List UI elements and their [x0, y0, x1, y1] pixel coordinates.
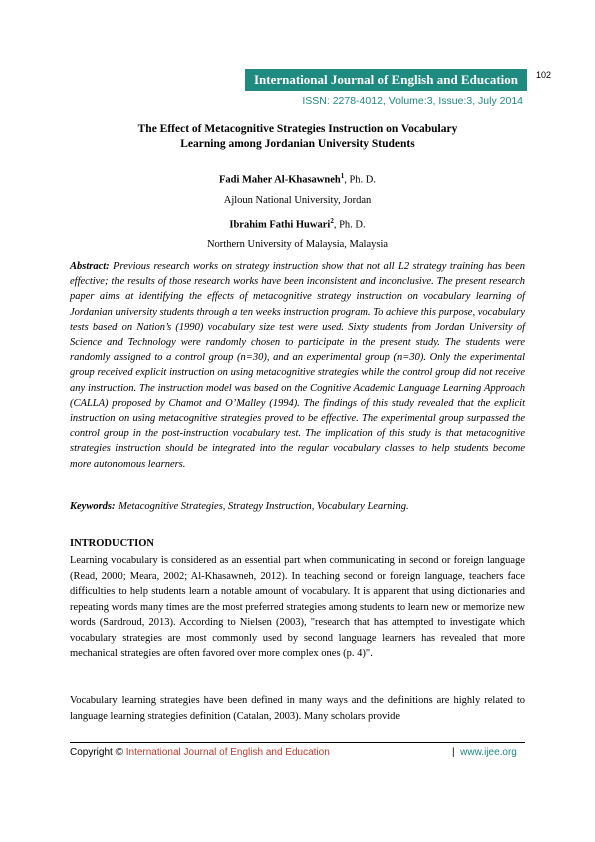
author-block	[70, 166, 525, 255]
keywords-text: Metacognitive Strategies, Strategy Instruction, Vocabulary Learning.	[118, 501, 409, 512]
copyright-prefix: Copyright ©	[70, 747, 126, 758]
author-1	[70, 166, 525, 191]
abstract	[70, 259, 525, 472]
author-1-suffix: , Ph. D.	[344, 174, 377, 186]
author-1-affiliation: Ajloun National University, Jordan	[223, 194, 372, 206]
paper-title-line-1: The Effect of Metacognitive Strategies Instruction on Vocabulary	[137, 123, 458, 135]
paper-title	[70, 122, 525, 152]
footer-divider	[70, 742, 525, 743]
author-2	[70, 211, 525, 236]
abstract-text: Previous research works on strategy instruction show that not all L2 strategy training has been effective; the results of those research works have been inconsistent and inconclusive. The present research paper aims at identifying the effects of metacognitive strategy instruction on vocabulary learning of Jordanian university students through a ten weeks instruction program. To achieve this purpose, vocabulary tests based on Nation’s (1990) vocabulary size test were used. Sixty students from Jordan University of Science and Technology were randomly chosen to participate in the present study. The students were randomly assigned to a control group (n=30), and an experimental group (n=30). Only the experimental group received explicit instruction on using metacognitive strategies while the control group did not receive any instruction. The instruction model was based on the Cognitive Academic Language Learning Approach (CALLA) proposed by Chamot and O’Malley (1994). The findings of this study revealed that the explicit instruction on using metacognitive strategies proved to be effective. The experimental group surpassed the control group in the post-instruction vocabulary test. The implication of this study is that metacognitive strategies instruction should be integrated into the regular vocabulary classes to help students become more autonomous learners.	[70, 261, 525, 470]
issn-line: ISSN: 2278-4012, Volume:3, Issue:3, July 2014	[302, 95, 523, 107]
footer-separator: |	[452, 747, 455, 758]
footer-website-link[interactable]: www.ijee.org	[460, 747, 517, 758]
journal-banner	[245, 69, 527, 91]
keywords	[70, 501, 525, 512]
paper-title-line-2: Learning among Jordanian University Students	[180, 138, 415, 150]
author-2-sup: 2	[330, 216, 334, 225]
author-1-name: Fadi Maher Al-Khasawneh	[218, 174, 341, 186]
author-2-affiliation: Northern University of Malaysia, Malaysia	[206, 239, 389, 250]
introduction-paragraph-2: Vocabulary learning strategies have been defined in many ways and the definitions are highly related to language learning strategies definition (Catalan, 2003). Many scholars provide	[70, 695, 525, 722]
footer-journal-name: International Journal of English and Education	[125, 747, 330, 758]
footer-copyright	[70, 747, 330, 758]
abstract-label: Abstract:	[70, 261, 110, 272]
footer-website-block	[452, 747, 517, 758]
keywords-label: Keywords:	[70, 501, 116, 512]
author-1-sup: 1	[340, 172, 345, 180]
author-2-suffix: , Ph. D.	[333, 219, 366, 230]
introduction-paragraph-1: Learning vocabulary is considered as an essential part when communicating in second or foreign language (Read, 2000; Meara, 2002; Al-Khasawneh, 2012). In teaching second or foreign language, teachers face difficulties to help students learn a notable amount of vocabulary. It is apparent that using dictionaries and repeating words many times are the most preferred strategies among students to learn new or memorize new words (Sardroud, 2013). According to Nielsen (2003), "research that has attempted to investigate which vocabulary strategies are most commonly used by second language learners has revealed that more mechanical strategies are often favored over more complex ones (p. 4)".	[70, 555, 525, 659]
page-number: 102	[536, 70, 552, 80]
author-2-name: Ibrahim Fathi Huwari	[229, 219, 331, 230]
journal-name: International Journal of English and Education	[253, 72, 519, 87]
introduction-heading: INTRODUCTION	[70, 538, 155, 549]
